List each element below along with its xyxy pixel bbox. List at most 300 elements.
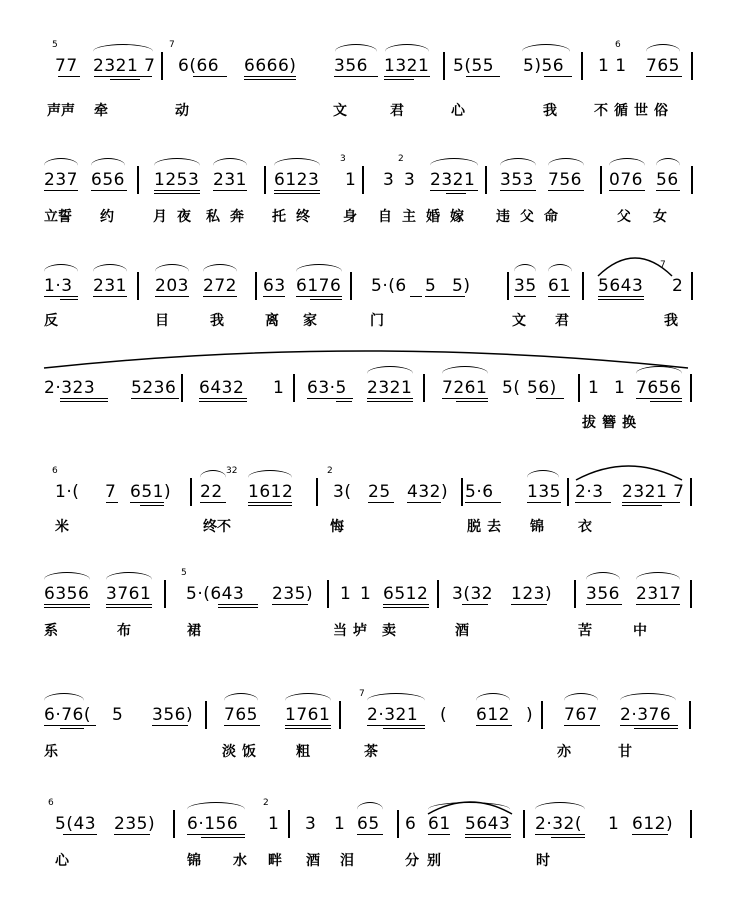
note-group: 235): [114, 814, 156, 834]
beam: [91, 190, 127, 191]
slur: [548, 264, 572, 279]
slur: [44, 572, 90, 587]
lyric: 心: [55, 853, 69, 869]
barline: [316, 478, 318, 506]
barline: [137, 166, 139, 194]
note-group: 2·323: [44, 378, 96, 398]
grace-note: 5: [181, 568, 187, 578]
slur: [367, 366, 413, 381]
lyric: 我: [210, 313, 224, 329]
barline: [423, 374, 425, 402]
lyric: 酒: [455, 623, 469, 639]
slur: [442, 366, 488, 381]
beam: [44, 607, 90, 608]
lyric: 身: [343, 209, 357, 225]
grace-note: 5: [52, 40, 58, 50]
barline: [581, 52, 583, 80]
lyric: 托终: [272, 209, 320, 225]
note-group: 6512: [383, 584, 429, 604]
beam: [383, 604, 429, 605]
note-group: 6123: [274, 170, 320, 190]
beam: [465, 834, 511, 835]
slur: [91, 158, 125, 173]
note-group: 1·(: [55, 482, 80, 502]
slur: [430, 158, 478, 173]
beam: [44, 725, 96, 726]
slur: [187, 802, 245, 817]
beam: [425, 296, 465, 297]
beam: [622, 505, 662, 506]
beam: [384, 79, 414, 80]
note-group: 6·76(: [44, 705, 91, 725]
beam: [60, 398, 108, 399]
beam: [263, 296, 285, 297]
beam: [462, 604, 488, 605]
note-group: 5: [425, 276, 437, 296]
beam: [58, 76, 80, 77]
note-group: 6356: [44, 584, 90, 604]
grace-note: 6: [52, 466, 58, 476]
lyric: 脱去: [467, 519, 507, 535]
lyric: 乐: [44, 744, 58, 760]
lyric: 心: [451, 103, 465, 119]
beam: [622, 502, 680, 503]
note-group: 5(: [502, 378, 521, 398]
note-group: 756: [548, 170, 582, 190]
beam: [155, 296, 189, 297]
lyrics-line: [0, 848, 730, 870]
beam: [44, 604, 90, 605]
lyric: 离家: [265, 313, 341, 329]
note-group: 6432: [199, 378, 245, 398]
lyric: 亦: [557, 744, 571, 760]
lyrics-line: [0, 410, 730, 432]
note-group: 3: [383, 170, 395, 190]
beam: [199, 398, 247, 399]
lyric: 私奔: [206, 209, 254, 225]
slur: [203, 264, 237, 279]
lyric: 中: [633, 623, 647, 639]
note-group: 7: [105, 482, 117, 502]
beam: [224, 725, 260, 726]
note-group: 076: [609, 170, 643, 190]
beam: [154, 193, 200, 194]
note-group: 22: [200, 482, 223, 502]
beam: [636, 604, 680, 605]
beam: [106, 607, 152, 608]
note-group: 2317: [636, 584, 682, 604]
grace-note: 32: [226, 466, 238, 476]
note-group: 5643: [598, 276, 644, 296]
barline: [523, 810, 525, 838]
beam: [336, 401, 352, 402]
lyrics-line: [0, 618, 730, 640]
beam: [201, 837, 245, 838]
beam: [548, 296, 570, 297]
note-group: 1·3: [44, 276, 73, 296]
beam: [60, 728, 84, 729]
beam: [536, 398, 564, 399]
lyric: 立誓: [44, 209, 72, 225]
beam: [200, 502, 226, 503]
beam: [357, 834, 383, 835]
note-group: 1: [340, 584, 352, 604]
note-group: 63·5: [307, 378, 347, 398]
slur: [93, 264, 127, 279]
beam: [548, 190, 584, 191]
lyric: 甘: [618, 744, 632, 760]
note-group: 1321: [384, 56, 430, 76]
notation-line: [0, 798, 730, 838]
slur: [367, 693, 425, 708]
beam: [203, 296, 237, 297]
note-group: 56: [656, 170, 679, 190]
note-group: 1761: [285, 705, 331, 725]
lyric: 君: [555, 313, 569, 329]
barline: [190, 478, 192, 506]
barline: [582, 272, 584, 300]
slur: [500, 158, 536, 173]
barline: [689, 701, 691, 729]
beam: [383, 728, 425, 729]
note-group: 765: [224, 705, 258, 725]
slur: [385, 44, 429, 59]
slur: [656, 158, 680, 173]
beam: [106, 604, 152, 605]
slur: [285, 693, 331, 708]
note-group: 231: [213, 170, 247, 190]
note-group: 2321: [367, 378, 413, 398]
note-group: 5(55: [453, 56, 495, 76]
note-group: 25: [368, 482, 391, 502]
notation-line: [0, 568, 730, 608]
beam: [367, 401, 413, 402]
lyric: 文: [512, 313, 526, 329]
lyric: 君: [390, 103, 404, 119]
note-group: (: [440, 705, 448, 725]
note-group: 356: [334, 56, 368, 76]
lyric: 布: [117, 623, 131, 639]
note-group: 5: [112, 705, 124, 725]
beam: [646, 76, 682, 77]
beam: [367, 398, 413, 399]
slur: [548, 158, 584, 173]
note-group: 7656: [636, 378, 682, 398]
beam: [218, 607, 258, 608]
note-group: 2321: [430, 170, 476, 190]
note-group: 61: [548, 276, 571, 296]
lyric: 锦: [187, 853, 201, 869]
slur: [620, 693, 676, 708]
beam: [187, 834, 245, 835]
beam: [213, 190, 247, 191]
note-group: 651): [130, 482, 172, 502]
beam: [466, 76, 500, 77]
beam: [152, 725, 188, 726]
beam: [334, 76, 378, 77]
beam: [410, 296, 422, 297]
lyric: 水: [233, 853, 247, 869]
note-group: 2·3: [575, 482, 604, 502]
beam: [274, 190, 320, 191]
lyrics-line: [0, 98, 730, 120]
lyric: 反: [44, 313, 58, 329]
note-group: 235): [272, 584, 314, 604]
notation-line: [0, 689, 730, 729]
slur: [224, 693, 258, 708]
lyric: 终不: [203, 519, 231, 535]
lyric: 当垆: [333, 623, 373, 639]
note-group: 7261: [442, 378, 488, 398]
note-group: 765: [646, 56, 680, 76]
beam: [274, 193, 320, 194]
note-group: 6·156: [187, 814, 239, 834]
slur: [248, 470, 292, 485]
note-group: 2·32(: [535, 814, 582, 834]
note-group: 612: [476, 705, 510, 725]
note-group: 612): [632, 814, 674, 834]
barline: [161, 52, 163, 80]
barline: [507, 272, 509, 300]
beam: [130, 502, 164, 503]
barline: [205, 701, 207, 729]
slur: [213, 158, 247, 173]
note-group: 1: [360, 584, 372, 604]
lyric: 卖: [382, 623, 396, 639]
slur: [636, 366, 682, 381]
beam: [199, 401, 247, 402]
note-group: 272: [203, 276, 237, 296]
slur: [93, 44, 153, 59]
beam: [248, 505, 292, 506]
barline: [350, 272, 352, 300]
lyric: 违父命: [496, 209, 568, 225]
note-group: 1: [268, 814, 280, 834]
note-group: 432): [407, 482, 449, 502]
note-group: 231: [93, 276, 127, 296]
lyric: 锦: [530, 519, 544, 535]
beam: [511, 604, 547, 605]
beam: [384, 76, 430, 77]
barline: [600, 166, 602, 194]
note-group: 6(66: [178, 56, 220, 76]
grace-note: 7: [359, 689, 365, 699]
beam: [44, 190, 78, 191]
note-group: 3(: [333, 482, 352, 502]
beam: [428, 834, 450, 835]
notation-line: [0, 154, 730, 194]
lyric: 门: [370, 313, 384, 329]
barline: [690, 580, 692, 608]
barline: [461, 478, 463, 506]
barline: [578, 374, 580, 402]
slur: [636, 572, 680, 587]
note-group: 2·321: [367, 705, 419, 725]
notation-line: [0, 466, 730, 506]
slur: [335, 44, 377, 59]
beam: [446, 193, 466, 194]
lyric: 粗: [296, 744, 310, 760]
grace-note: 7: [169, 40, 175, 50]
grace-note: 2: [327, 466, 333, 476]
beam: [310, 299, 342, 300]
lyric: 裙: [187, 623, 201, 639]
lyric: 我: [543, 103, 557, 119]
note-group: 5(43: [55, 814, 97, 834]
lyric: 分别: [405, 853, 449, 869]
note-group: ): [526, 705, 534, 725]
grace-note: 2: [263, 798, 269, 808]
barline: [691, 52, 693, 80]
note-group: 1: [334, 814, 346, 834]
lyric: 淡饭: [222, 744, 262, 760]
grace-note: 7: [660, 260, 666, 270]
lyric: 动: [175, 103, 189, 119]
beam: [94, 76, 152, 77]
note-group: 237: [44, 170, 78, 190]
note-group: 1: [345, 170, 357, 190]
lyric: 牵: [94, 103, 108, 119]
beam: [60, 401, 108, 402]
beam: [244, 79, 296, 80]
beam: [620, 725, 678, 726]
barline: [567, 478, 569, 506]
note-group: 6176: [296, 276, 342, 296]
lyrics-line: [0, 308, 730, 330]
beam: [465, 837, 511, 838]
slur: [357, 802, 383, 817]
lyric: 父女: [617, 209, 689, 225]
lyric: 目: [155, 313, 169, 329]
slur: [586, 572, 620, 587]
barline: [690, 374, 692, 402]
beam: [650, 401, 682, 402]
beam: [272, 604, 308, 605]
lyrics-line: [0, 204, 730, 226]
beam: [248, 502, 292, 503]
barline: [339, 701, 341, 729]
note-group: 1: [608, 814, 620, 834]
barline: [137, 272, 139, 300]
lyric: 拔簪换: [582, 415, 642, 431]
lyric: 约: [100, 209, 114, 225]
beam: [110, 79, 140, 80]
beam: [383, 607, 429, 608]
note-group: 63: [263, 276, 286, 296]
lyric: 衣: [578, 519, 592, 535]
note-group: 5)56: [523, 56, 565, 76]
lyric: 我: [664, 313, 678, 329]
barline: [690, 810, 692, 838]
lyric: 自主婚嫁: [378, 209, 474, 225]
slur: [274, 158, 320, 173]
beam: [296, 296, 342, 297]
note-group: 1: [588, 378, 600, 398]
beam: [131, 398, 179, 399]
beam: [407, 502, 441, 503]
beam: [598, 296, 644, 297]
barline: [255, 272, 257, 300]
barline: [293, 374, 295, 402]
note-group: 5236: [131, 378, 177, 398]
notation-line: [0, 372, 730, 402]
barline: [327, 580, 329, 608]
note-group: 3: [305, 814, 317, 834]
note-group: 56): [527, 378, 557, 398]
slur: [44, 693, 84, 708]
lyric: 茶: [364, 744, 378, 760]
beam: [656, 190, 680, 191]
note-group: 356): [152, 705, 194, 725]
lyrics-line: [0, 739, 730, 761]
note-group: 5643: [465, 814, 511, 834]
beam: [106, 502, 118, 503]
beam: [636, 398, 682, 399]
lyric: 苦: [578, 623, 592, 639]
beam: [476, 725, 512, 726]
beam: [544, 76, 572, 77]
beam: [285, 725, 331, 726]
beam: [442, 398, 488, 399]
barline: [288, 810, 290, 838]
note-group: 3: [404, 170, 416, 190]
note-group: 5·6: [465, 482, 494, 502]
slur: [476, 693, 510, 708]
note-group: 2·376: [620, 705, 672, 725]
barline: [691, 166, 693, 194]
note-group: 77: [55, 56, 78, 76]
lyric: 系: [44, 623, 58, 639]
beam: [63, 834, 97, 835]
beam: [564, 725, 600, 726]
barline: [574, 580, 576, 608]
beam: [465, 502, 501, 503]
lyric: 文: [333, 103, 347, 119]
barline: [397, 810, 399, 838]
note-group: 353: [500, 170, 534, 190]
slur: [154, 158, 200, 173]
beam: [456, 401, 488, 402]
grace-note: 2: [398, 154, 404, 164]
beam: [598, 299, 644, 300]
beam: [218, 604, 258, 605]
beam: [93, 296, 127, 297]
beam: [575, 502, 611, 503]
slur: [514, 264, 536, 279]
slur: [296, 264, 342, 279]
note-group: 5·(643: [186, 584, 245, 604]
notation-line: [0, 40, 730, 80]
note-group: 5·(6: [371, 276, 407, 296]
slur: [44, 264, 78, 279]
barline: [264, 166, 266, 194]
lyric: 泪: [340, 853, 354, 869]
slur: [428, 802, 510, 817]
barline: [485, 166, 487, 194]
slur: [527, 470, 559, 485]
note-group: 356: [586, 584, 620, 604]
beam: [244, 76, 296, 77]
notation-line: [0, 260, 730, 300]
beam: [632, 834, 668, 835]
note-group: 1253: [154, 170, 200, 190]
grace-note: 3: [340, 154, 346, 164]
beam: [44, 296, 78, 297]
barline: [437, 580, 439, 608]
note-group: 1 1: [598, 56, 627, 76]
note-group: 656: [91, 170, 125, 190]
note-group: 203: [155, 276, 189, 296]
